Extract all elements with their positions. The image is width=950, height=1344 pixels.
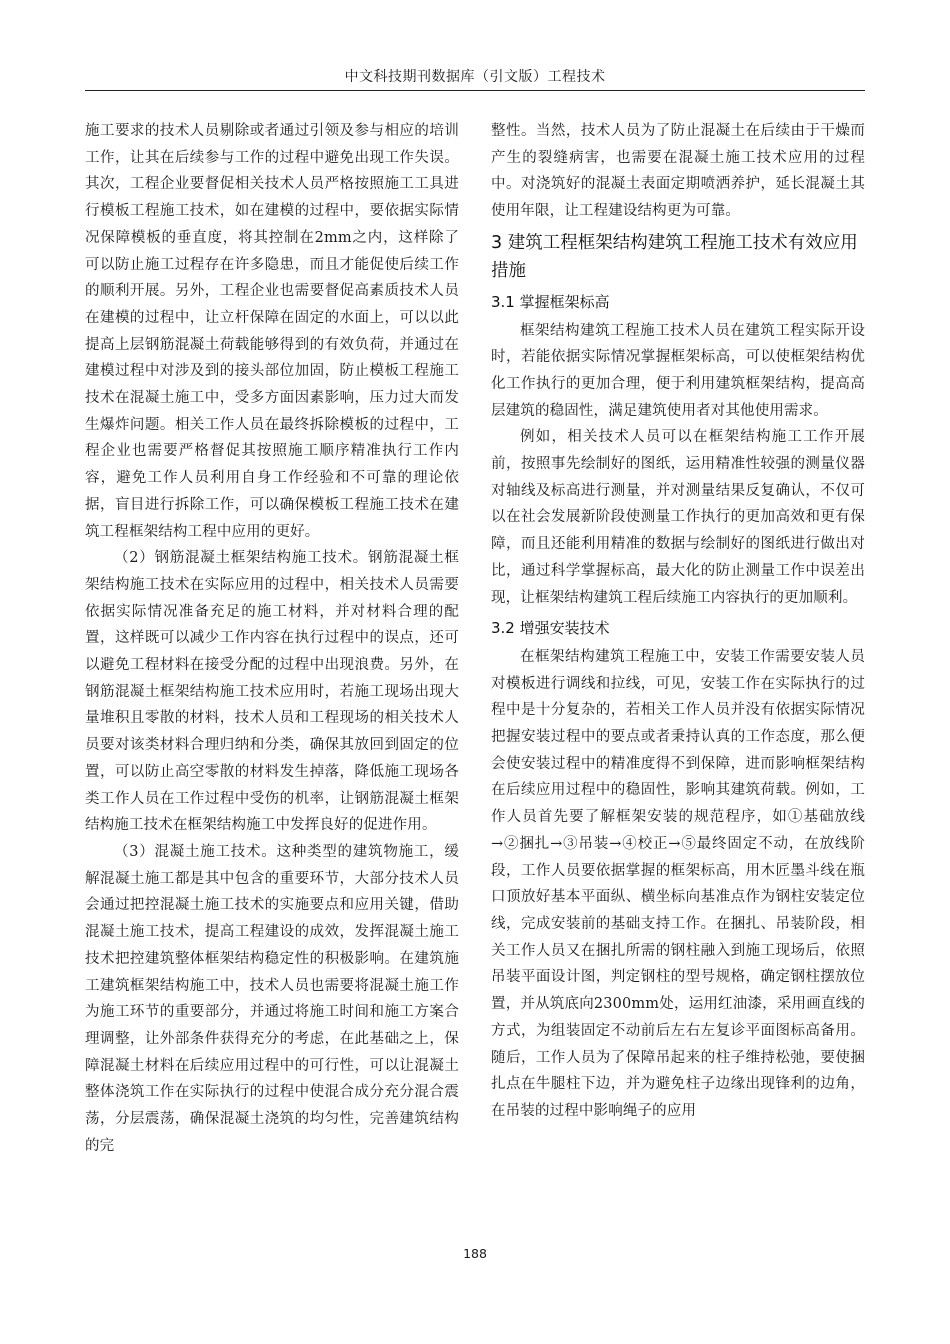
paragraph-left-3: （3）混凝土施工技术。这种类型的建筑物施工，缓解混凝土施工都是其中包含的重要环节，大部分技术人员会通过把控混凝土施工技术的实施要点和应用关键，借助混凝土施工技术，提高工程建设的成效，发挥混凝土施工技术把控建筑整体框架结构稳定性的积极影响。在建筑施工建筑框架结构施工中，技术人员也需要将混凝土施工作为施工环节的重要部分，并通过将施工时间和施工方案合理调整，让外部条件获得充分的考虑，在此基础之上，保障混凝土材料在后续应用过程中的可行性，可以让混凝土整体浇筑工作在实际执行的过程中使混合成分充分混合震荡，分层震荡，确保混凝土浇筑的均匀性，完善建筑结构的完 [85,843,459,1154]
paragraph-3-1-b: 例如，相关技术人员可以在框架结构施工工作开展前，按照事先绘制好的图纸，运用精准性较强的测量仪器对轴线及标高进行测量，并对测量结果反复确认，不仅可以在社会发展新阶段使测量工作执行的更加高效和更有保障，而且还能利用精准的数据与绘制好的图纸进行做出对比，通过科学掌握标高，最大化的防止测量工作中误差出现，让框架结构建筑工程后续施工内容执行的更加顺利。 [491,429,865,606]
header-rule [85,90,865,91]
journal-header: 中文科技期刊数据库（引文版）工程技术 [344,69,606,85]
paragraph-right-continuation: 整性。当然，技术人员为了防止混凝土在后续由于干燥而产生的裂缝病害，也需要在混凝土施工技术应用的过程中。对浇筑好的混凝土表面定期喷洒养护，延长混凝土其使用年限，让工程建设结构更为可靠。 [491,123,865,220]
paragraph-left-1: 施工要求的技术人员剔除或者通过引领及参与相应的培训工作，让其在后续参与工作的过程中避免出现工作失误。其次，工程企业要督促相关技术人员严格按照施工工具进行模板工程施工技术，如在建模的过程中，要依据实际情况保障模板的垂直度，将其控制在2mm之内，这样除了可以防止施工过程存在许多隐患，而且才能促使后续工作的顺利开展。另外，工程企业也需要督促高素质技术人员在建模的过程中，让立杆保障在固定的水面上，可以以此提高上层钢筋混凝土荷载能够得到的有效负荷，并通过在建模过程中对涉及到的接头部位加固，防止模板工程施工技术在混凝土施工中，受多方面因素影响，压力过大而发生爆炸问题。相关工作人员在最终拆除模板的过程中，工程企业也需要严格督促其按照施工顺序精准执行工作内容，避免工作人员利用自身工作经验和不可靠的理论依据，盲目进行拆除工作，可以确保模板工程施工技术在建筑工程框架结构工程中应用的更好。 [85,123,459,540]
paragraph-3-2: 在框架结构建筑工程施工中，安装工作需要安装人员对模板进行调线和拉线，可见，安装工作在实际执行的过程中是十分复杂的，若相关工作人员并没有依据实际情况把握安装过程中的要点或者秉持认真的工作态度，那么便会使安装过程中的精准度得不到保障，进而影响框架结构在后续应用过程中的稳固性，影响其建筑荷载。例如，工作人员首先要了解框架安装的规范程序，如①基础放线→②捆扎→③吊装→④校正→⑤最终固定不动，在放线阶段，工作人员要依据掌握的框架标高，用木匠墨斗线在瓶口顶放好基本平面纵、横坐标向基准点作为钢柱安装定位线，完成安装前的基础支持工作。在捆扎、吊装阶段，相关工作人员又在捆扎所需的钢柱融入到施工现场后，依照吊装平面设计图，判定钢柱的型号规格，确定钢柱摆放位置，并从筑底向2300mm处，运用红油漆，采用画直线的方式，为组装固定不动前后左右左复诊平面图标高备用。随后，工作人员为了保障吊起来的柱子维持松弛，要使捆扎点在牛腿柱下边，并为避免柱子边缘出现锋利的边角，在吊装的过程中影响绳子的应用 [491,648,865,1119]
right-column [491,118,865,1125]
left-column [85,118,459,1159]
paragraph-3-1-a: 框架结构建筑工程施工技术人员在建筑工程实际开设时，若能依据实际情况掌握框架标高，可以使框架结构优化工作执行的更加合理，便于利用建筑框架结构，提高高层建筑的稳固性，满足建筑使用者对其他使用需求。 [491,322,865,419]
section-3-1-heading: 3.1 掌握框架标高 [491,292,610,311]
paragraph-left-2: （2）钢筋混凝土框架结构施工技术。钢筋混凝土框架结构施工技术在实际应用的过程中，相关技术人员需要依据实际情况准备充足的施工材料，并对材料合理的配置，这样既可以减少工作内容在执行过程中的误点，还可以避免工程材料在接受分配的过程中出现浪费。另外，在钢筋混凝土框架结构施工技术应用时，若施工现场出现大量堆积且零散的材料，技术人员和工程现场的相关技术人员要对该类材料合理归纳和分类，确保其放回到固定的位置，可以防止高空零散的材料发生掉落，降低施工现场各类工作人员在工作过程中受伤的机率，让钢筋混凝土框架结构施工技术在框架结构施工中发挥良好的促进作用。 [85,550,459,834]
page-number: 188 [463,1246,487,1261]
section-3-heading: 3 建筑工程框架结构建筑工程施工技术有效应用措施 [491,232,858,281]
section-3-2-heading: 3.2 增强安装技术 [491,619,610,638]
